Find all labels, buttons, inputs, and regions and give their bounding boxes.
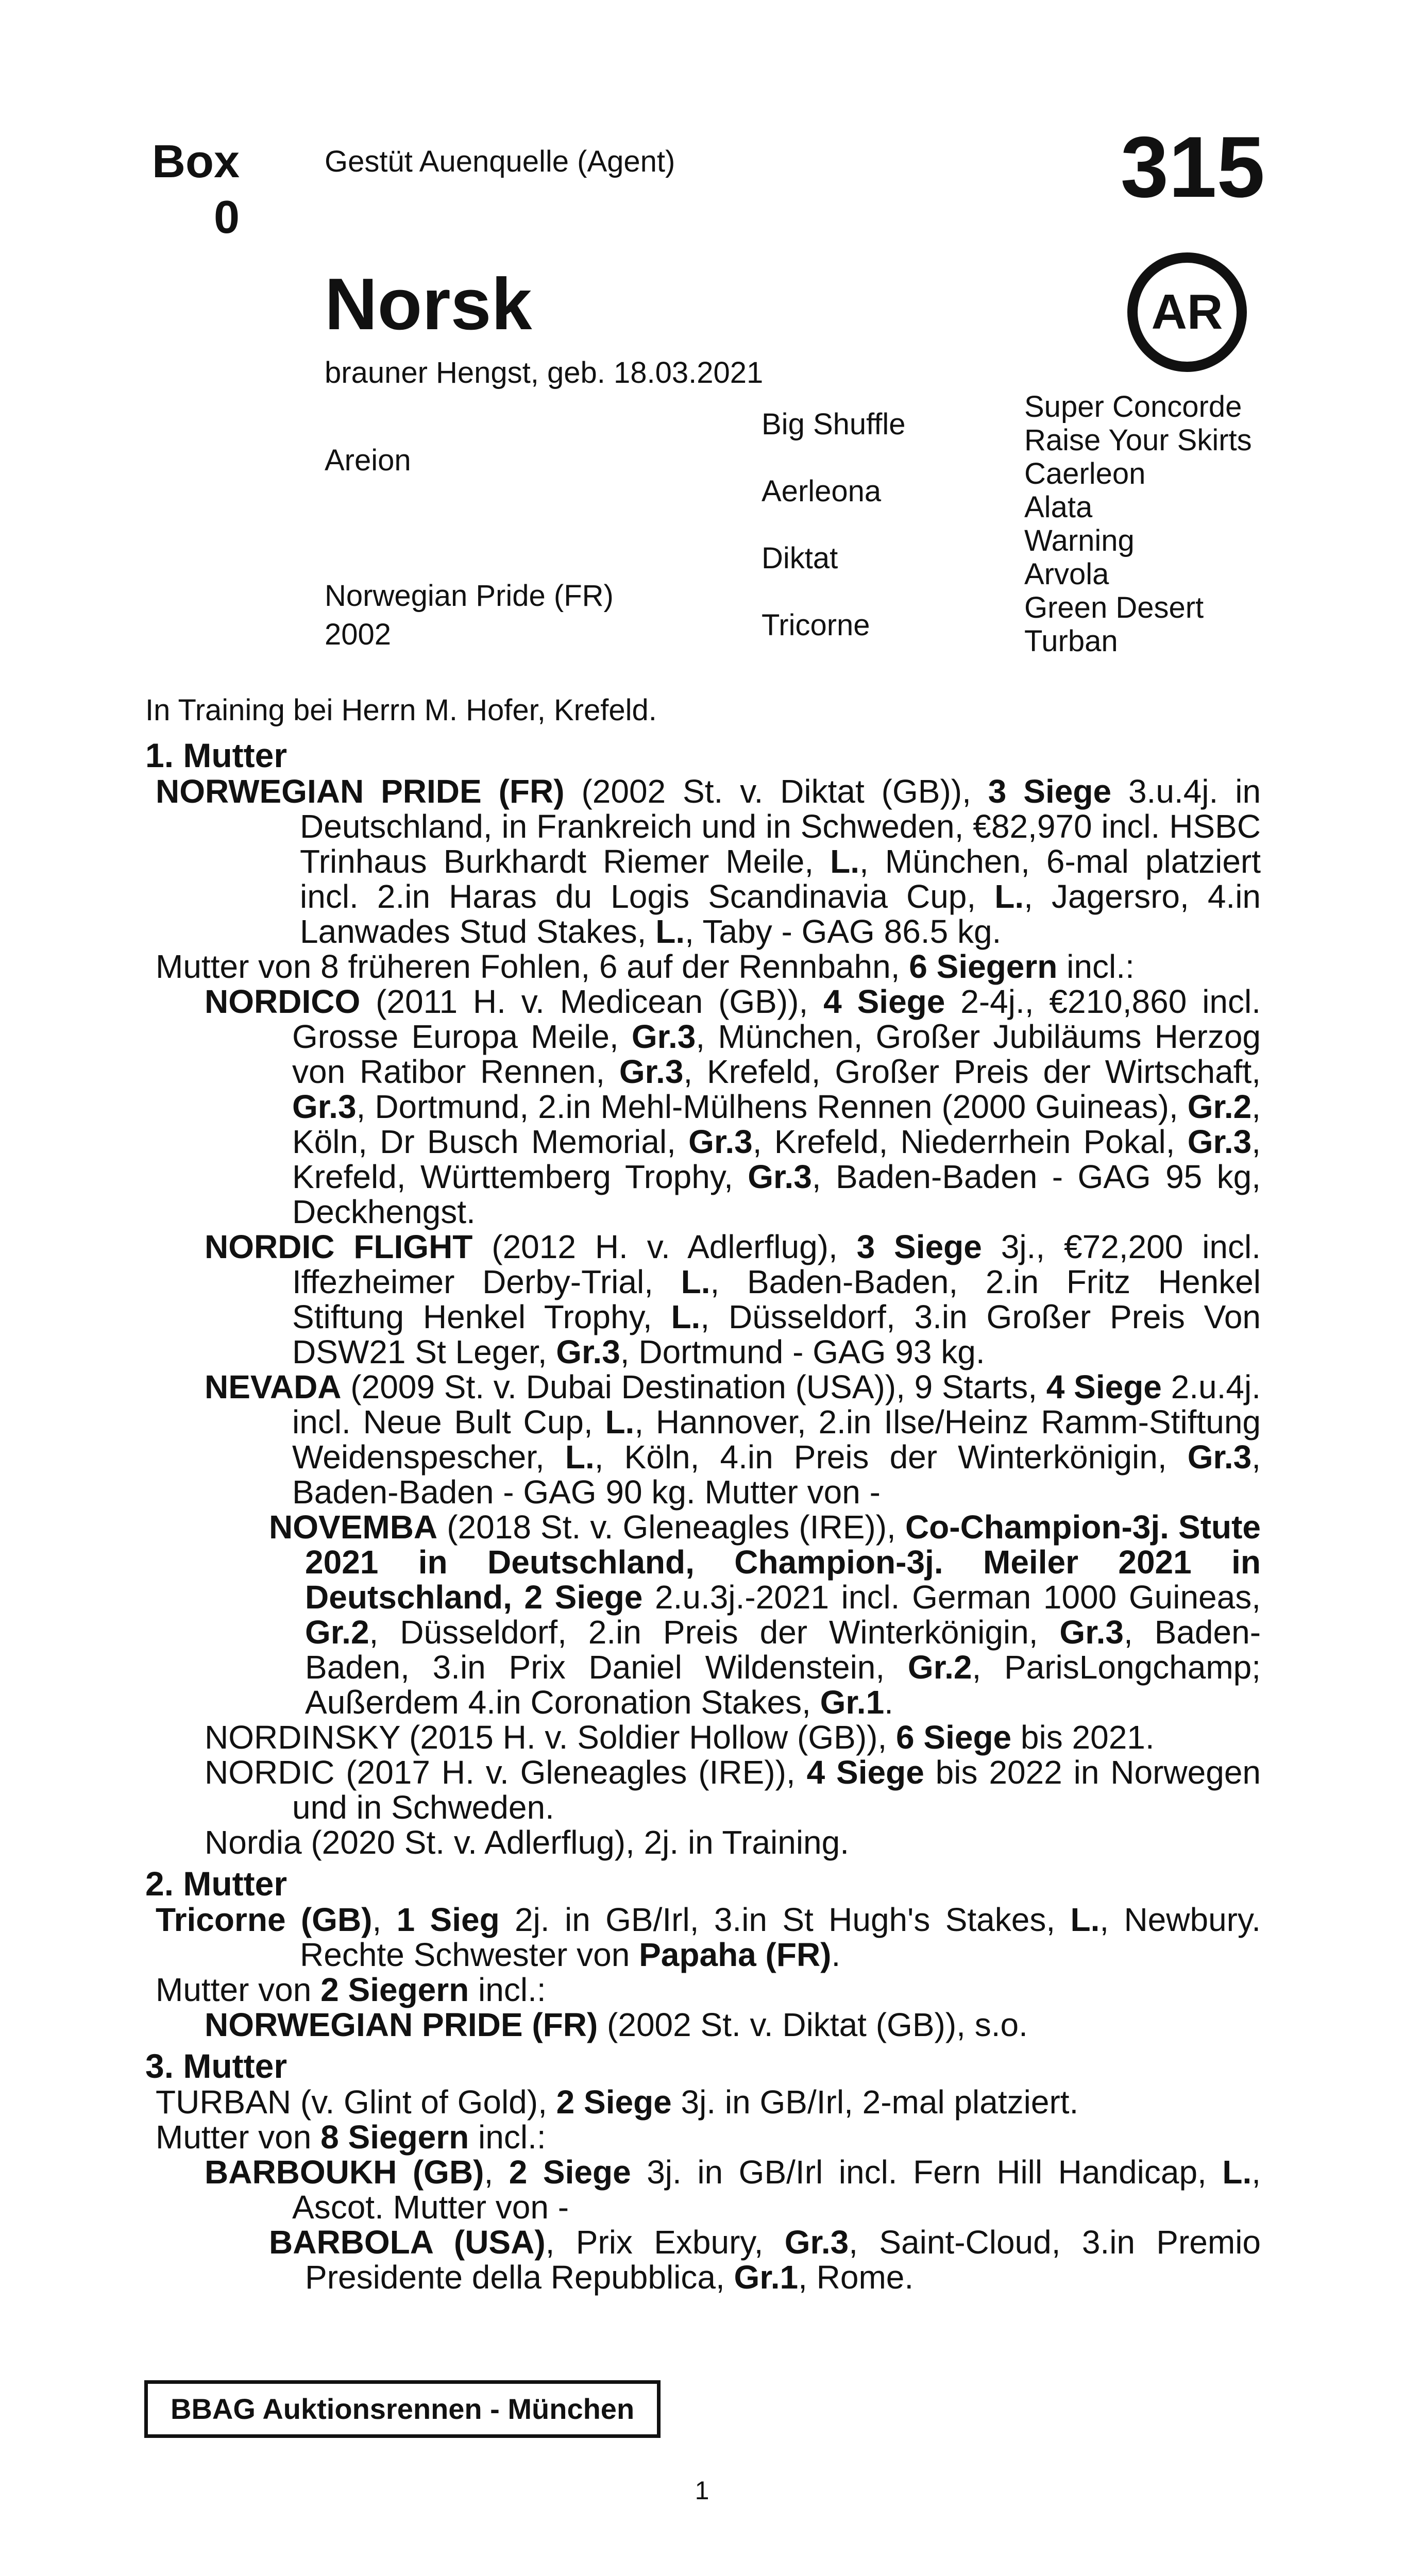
bold-text: 3 Siege	[988, 773, 1112, 810]
text: , Dortmund, 2.in Mehl-Mülhens Rennen (2000 Guineas),	[356, 1088, 1188, 1125]
bold-text: Papaha (FR)	[639, 1936, 832, 1973]
bold-text: Gr.3	[748, 1158, 812, 1195]
text: NORDINSKY (2015 H. v. Soldier Hollow (GB)),	[205, 1719, 896, 1756]
text: , Köln, 4.in Preis der Winterkönigin,	[594, 1438, 1188, 1476]
text: , Dortmund - GAG 93 kg.	[620, 1333, 985, 1370]
text: , Newbury. Rechte Schwester von	[300, 1901, 1261, 1973]
text: incl.:	[469, 1971, 546, 2008]
pedigree-dam-year: 2002	[325, 618, 392, 651]
bold-text: NOVEMBA	[269, 1509, 438, 1546]
bold-text: NORWEGIAN PRIDE (FR)	[156, 773, 565, 810]
bold-text: L.	[681, 1263, 711, 1300]
text: 3j. in GB/Irl, 2-mal platziert.	[671, 2083, 1079, 2121]
bold-text: L.	[1222, 2154, 1252, 2191]
ar-badge-text: AR	[1151, 284, 1223, 340]
pedigree-entry	[145, 1902, 1261, 1972]
bold-text: BARBOLA (USA)	[269, 2224, 546, 2261]
text: , München, Großer Jubiläums Herzog von Ratibor Rennen,	[292, 1018, 1261, 1090]
bold-text: Gr.3	[1059, 1614, 1124, 1651]
bold-text: 4 Siege	[806, 1754, 924, 1791]
text: , Baden-Baden - GAG 90 kg. Mutter von -	[292, 1438, 1261, 1511]
text: 2.u.4j. incl. Neue Bult Cup,	[292, 1368, 1261, 1440]
text: , Köln, Dr Busch Memorial,	[292, 1088, 1261, 1160]
pedigree-gen2: Diktat	[762, 541, 838, 575]
consignor: Gestüt Auenquelle (Agent)	[325, 145, 675, 178]
box-label	[144, 134, 240, 245]
text: 3j., €72,200 incl. Iffezheimer Derby-Trial,	[292, 1228, 1261, 1300]
pedigree-gen3: Green Desert	[1024, 591, 1204, 624]
text: , München, 6-mal platziert incl. 2.in Haras du Logis Scandinavia Cup,	[300, 843, 1261, 915]
bold-text: Tricorne (GB)	[156, 1901, 373, 1938]
pedigree-entry	[145, 984, 1261, 1229]
text: (2002 St. v. Diktat (GB)),	[564, 773, 988, 810]
bold-text: 3 Siege	[856, 1228, 982, 1265]
text: incl.:	[1057, 948, 1135, 985]
ar-badge	[1127, 252, 1247, 372]
text: (2009 St. v. Dubai Destination (USA)), 9 Starts,	[341, 1368, 1046, 1405]
pedigree-gen2: Tricorne	[762, 608, 870, 642]
bold-text: 2 Siegern	[320, 1971, 469, 2008]
box-title: Box	[151, 136, 240, 188]
bold-text: Gr.1	[820, 1684, 885, 1721]
text: , Baden-Baden - GAG 95 kg, Deckhengst.	[292, 1158, 1261, 1230]
bold-text: Gr.3	[1187, 1438, 1252, 1476]
bold-text: L.	[1070, 1901, 1100, 1938]
page-number: 1	[695, 2476, 709, 2505]
catalogue-body	[145, 737, 1261, 2295]
text: NORDIC (2017 H. v. Gleneagles (IRE)),	[205, 1754, 807, 1791]
pedigree-entry	[145, 1755, 1261, 1825]
text: , ParisLongchamp; Außerdem 4.in Coronation Stakes,	[305, 1649, 1261, 1721]
bold-text: L.	[994, 878, 1024, 915]
text: , Jagersro, 4.in Lanwades Stud Stakes,	[300, 878, 1261, 950]
pedigree-gen2: Aerleona	[762, 474, 882, 508]
bold-text: Gr.3	[292, 1088, 357, 1125]
pedigree-entry	[145, 1229, 1261, 1369]
text: .	[831, 1936, 841, 1973]
bold-text: Gr.2	[1187, 1088, 1252, 1125]
pedigree-entry	[145, 1972, 1261, 2007]
training-note: In Training bei Herrn M. Hofer, Krefeld.	[145, 693, 657, 727]
text: 2-4j., €210,860 incl. Grosse Europa Meile,	[292, 983, 1261, 1055]
pedigree-entry	[145, 1510, 1261, 1720]
text: , Baden-Baden, 2.in Fritz Henkel Stiftung Henkel Trophy,	[292, 1263, 1261, 1335]
text: , Hannover, 2.in Ilse/Heinz Ramm-Stiftung Weidenspescher,	[292, 1403, 1261, 1476]
text: , Baden-Baden, 3.in Prix Daniel Wildenstein,	[305, 1614, 1261, 1686]
text: Mutter von	[156, 1971, 321, 2008]
text: (2012 H. v. Adlerflug),	[472, 1228, 857, 1265]
pedigree-gen3: Arvola	[1024, 557, 1109, 591]
horse-description: brauner Hengst, geb. 18.03.2021	[325, 356, 764, 389]
pedigree-gen3: Turban	[1024, 624, 1118, 658]
section-title: 3. Mutter	[145, 2047, 287, 2085]
pedigree-entry	[145, 2120, 1261, 2155]
text: , Krefeld, Württemberg Trophy,	[292, 1123, 1261, 1195]
text: 2j. in GB/Irl, 3.in St Hugh's Stakes,	[499, 1901, 1071, 1938]
bold-text: Gr.3	[619, 1053, 684, 1090]
text: bis 2022 in Norwegen und in Schweden.	[292, 1754, 1261, 1826]
text: 3j. in GB/Irl incl. Fern Hill Handicap,	[631, 2154, 1223, 2191]
text: (2018 St. v. Gleneagles (IRE)),	[437, 1509, 905, 1546]
pedigree-entry	[145, 2155, 1261, 2225]
text: , Düsseldorf, 2.in Preis der Winterkönigin,	[369, 1614, 1060, 1651]
pedigree-entry	[145, 2225, 1261, 2295]
pedigree-gen3: Alata	[1024, 490, 1093, 524]
bold-text: 2 Siege	[509, 2154, 631, 2191]
text: ,	[372, 1901, 397, 1938]
bold-text: L.	[671, 1298, 701, 1335]
bold-text: Gr.3	[556, 1333, 620, 1370]
bold-text: NORWEGIAN PRIDE (FR)	[205, 2006, 598, 2043]
bold-text: L.	[830, 843, 859, 880]
bold-text: Gr.2	[305, 1614, 369, 1651]
text: , Saint-Cloud, 3.in Premio Presidente della Repubblica,	[305, 2224, 1261, 2296]
text: .	[884, 1684, 893, 1721]
bold-text: 4 Siege	[823, 983, 945, 1020]
bold-text: Gr.3	[784, 2224, 849, 2261]
text: , Krefeld, Niederrhein Pokal,	[752, 1123, 1188, 1160]
bold-text: Gr.2	[907, 1649, 972, 1686]
text: , Krefeld, Großer Preis der Wirtschaft,	[683, 1053, 1261, 1090]
race-box: BBAG Auktionsrennen - München	[144, 2380, 661, 2438]
pedigree-gen3: Warning	[1024, 524, 1135, 557]
pedigree-entry	[145, 2007, 1261, 2042]
bold-text: Gr.3	[631, 1018, 696, 1055]
bold-text: 6 Siegern	[909, 948, 1058, 985]
text: bis 2021.	[1011, 1719, 1155, 1756]
pedigree-entry	[145, 1825, 1261, 1860]
text: Mutter von	[156, 2119, 321, 2156]
bold-text: L.	[605, 1403, 635, 1440]
pedigree-entry	[145, 774, 1261, 949]
pedigree-entry	[145, 2084, 1261, 2120]
horse-name: Norsk	[325, 263, 532, 345]
pedigree-dam: Norwegian Pride (FR)	[325, 579, 614, 613]
section-title: 1. Mutter	[145, 736, 287, 774]
text: TURBAN (v. Glint of Gold),	[156, 2083, 556, 2121]
bold-text: Gr.3	[688, 1123, 753, 1160]
bold-text: 2 Siege	[556, 2083, 672, 2121]
text: 3.u.4j. in Deutschland, in Frankreich und in Schweden, €82,970 incl. HSBC Trinhaus Burkhardt Riemer Meile,	[300, 773, 1261, 880]
pedigree-entry	[145, 949, 1261, 984]
bold-text: Co-Champion-3j. Stute 2021 in Deutschland, Champion-3j. Meiler 2021 in Deutschland, 2 Siege	[305, 1509, 1261, 1616]
lot-number: 315	[1120, 118, 1265, 215]
text: , Taby - GAG 86.5 kg.	[685, 913, 1002, 950]
text: , Prix Exbury,	[545, 2224, 785, 2261]
text: 2.u.3j.-2021 incl. German 1000 Guineas,	[642, 1579, 1261, 1616]
bold-text: 4 Siege	[1046, 1368, 1162, 1405]
pedigree-gen3: Super Concorde	[1024, 390, 1242, 423]
text: (2002 St. v. Diktat (GB)), s.o.	[598, 2006, 1028, 2043]
text: ,	[484, 2154, 509, 2191]
bold-text: Gr.1	[734, 2259, 799, 2296]
pedigree-entry	[145, 1369, 1261, 1510]
text: Mutter von 8 früheren Fohlen, 6 auf der Rennbahn,	[156, 948, 909, 985]
text: (2011 H. v. Medicean (GB)),	[360, 983, 824, 1020]
bold-text: Gr.3	[1187, 1123, 1252, 1160]
text: incl.:	[469, 2119, 546, 2156]
text: , Rome.	[798, 2259, 914, 2296]
bold-text: NEVADA	[205, 1368, 342, 1405]
bold-text: NORDIC FLIGHT	[205, 1228, 473, 1265]
bold-text: L.	[655, 913, 685, 950]
text: , Ascot. Mutter von -	[292, 2154, 1261, 2226]
section-title: 2. Mutter	[145, 1865, 287, 1903]
pedigree-gen2: Big Shuffle	[762, 408, 906, 441]
text: Nordia (2020 St. v. Adlerflug), 2j. in Training.	[205, 1824, 849, 1861]
bold-text: 6 Siege	[896, 1719, 1012, 1756]
pedigree-gen3: Raise Your Skirts	[1024, 423, 1252, 457]
pedigree-sire: Areion	[325, 444, 411, 477]
box-number: 0	[213, 192, 240, 243]
pedigree-gen3: Caerleon	[1024, 457, 1146, 490]
bold-text: 1 Sieg	[396, 1901, 500, 1938]
bold-text: L.	[565, 1438, 595, 1476]
text: , Düsseldorf, 3.in Großer Preis Von DSW21 St Leger,	[292, 1298, 1261, 1370]
bold-text: BARBOUKH (GB)	[205, 2154, 484, 2191]
bold-text: 8 Siegern	[320, 2119, 469, 2156]
bold-text: NORDICO	[205, 983, 361, 1020]
pedigree-entry	[145, 1720, 1261, 1755]
